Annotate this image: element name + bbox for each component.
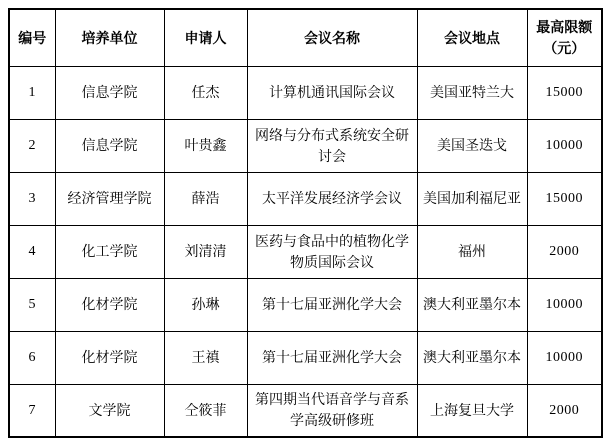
cell-conference: 第四期当代语音学与音系学高级研修班 (247, 384, 417, 437)
column-header-conference: 会议名称 (247, 9, 417, 66)
cell-applicant: 薛浩 (164, 172, 247, 225)
cell-limit: 2000 (527, 384, 602, 437)
cell-location: 美国加利福尼亚 (417, 172, 527, 225)
cell-limit: 2000 (527, 225, 602, 278)
cell-limit: 15000 (527, 172, 602, 225)
cell-conference: 第十七届亚洲化学大会 (247, 278, 417, 331)
table-header (9, 9, 602, 66)
cell-id: 3 (9, 172, 55, 225)
cell-unit: 化材学院 (55, 331, 164, 384)
column-header-applicant: 申请人 (164, 9, 247, 66)
cell-location: 澳大利亚墨尔本 (417, 331, 527, 384)
cell-conference: 医药与食品中的植物化学物质国际会议 (247, 225, 417, 278)
cell-conference: 太平洋发展经济学会议 (247, 172, 417, 225)
cell-id: 5 (9, 278, 55, 331)
table-row (9, 225, 602, 278)
cell-location: 美国亚特兰大 (417, 66, 527, 119)
cell-conference: 第十七届亚洲化学大会 (247, 331, 417, 384)
table-row (9, 331, 602, 384)
table-body (9, 66, 602, 437)
cell-unit: 经济管理学院 (55, 172, 164, 225)
table-row (9, 384, 602, 437)
cell-location: 美国圣迭戈 (417, 119, 527, 172)
table-row (9, 119, 602, 172)
cell-location: 上海复旦大学 (417, 384, 527, 437)
cell-limit: 10000 (527, 119, 602, 172)
header-row (9, 9, 602, 66)
table-row (9, 278, 602, 331)
cell-id: 2 (9, 119, 55, 172)
cell-unit: 信息学院 (55, 66, 164, 119)
cell-id: 6 (9, 331, 55, 384)
cell-id: 1 (9, 66, 55, 119)
cell-unit: 文学院 (55, 384, 164, 437)
cell-applicant: 刘清清 (164, 225, 247, 278)
column-header-limit: 最高限额（元） (527, 9, 602, 66)
column-header-id: 编号 (9, 9, 55, 66)
cell-location: 澳大利亚墨尔本 (417, 278, 527, 331)
column-header-location: 会议地点 (417, 9, 527, 66)
cell-applicant: 叶贵鑫 (164, 119, 247, 172)
column-header-unit: 培养单位 (55, 9, 164, 66)
cell-applicant: 任杰 (164, 66, 247, 119)
table-row (9, 172, 602, 225)
cell-conference: 计算机通讯国际会议 (247, 66, 417, 119)
cell-limit: 10000 (527, 331, 602, 384)
table-row (9, 66, 602, 119)
cell-location: 福州 (417, 225, 527, 278)
cell-id: 4 (9, 225, 55, 278)
cell-applicant: 王禛 (164, 331, 247, 384)
cell-applicant: 仝筱菲 (164, 384, 247, 437)
cell-unit: 化工学院 (55, 225, 164, 278)
cell-limit: 10000 (527, 278, 602, 331)
cell-unit: 化材学院 (55, 278, 164, 331)
cell-limit: 15000 (527, 66, 602, 119)
cell-applicant: 孙琳 (164, 278, 247, 331)
cell-id: 7 (9, 384, 55, 437)
conference-funding-table (8, 8, 603, 438)
cell-conference: 网络与分布式系统安全研讨会 (247, 119, 417, 172)
cell-unit: 信息学院 (55, 119, 164, 172)
